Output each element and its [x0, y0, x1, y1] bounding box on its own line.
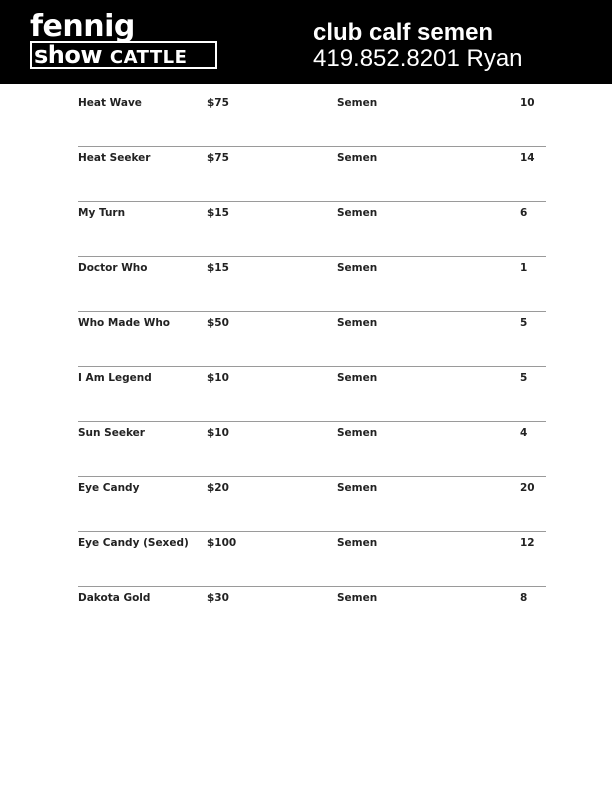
- product-type: Semen: [337, 482, 378, 494]
- bull-name: Heat Wave: [78, 97, 142, 109]
- semen-price-list: [78, 92, 546, 642]
- quantity: 6: [520, 207, 528, 219]
- list-row: [78, 92, 546, 147]
- list-row: [78, 147, 546, 202]
- bull-name: Eye Candy: [78, 482, 140, 494]
- bull-name: Dakota Gold: [78, 592, 151, 604]
- bull-name: My Turn: [78, 207, 126, 219]
- logo-wordmark-top: fennig: [30, 9, 135, 44]
- product-type: Semen: [337, 262, 378, 274]
- quantity: 12: [520, 537, 535, 549]
- bull-name: Doctor Who: [78, 262, 148, 274]
- quantity: 5: [520, 317, 528, 329]
- product-type: Semen: [337, 372, 378, 384]
- product-type: Semen: [337, 207, 378, 219]
- logo-wordmark-cattle: CATTLE: [109, 47, 188, 68]
- list-row: [78, 312, 546, 367]
- price: $100: [207, 537, 237, 549]
- product-type: Semen: [337, 537, 378, 549]
- list-row: [78, 422, 546, 477]
- price: $10: [207, 427, 229, 439]
- price: $15: [207, 207, 229, 219]
- quantity: 1: [520, 262, 528, 274]
- list-row: [78, 587, 546, 642]
- quantity: 4: [520, 427, 528, 439]
- list-row: [78, 367, 546, 422]
- price: $10: [207, 372, 229, 384]
- page-header: [0, 0, 612, 84]
- price: $75: [207, 152, 229, 164]
- price: $30: [207, 592, 229, 604]
- logo-wordmark-box: [30, 41, 217, 69]
- logo-wordmark-show: show: [34, 41, 110, 69]
- bull-name: Eye Candy (Sexed): [78, 537, 189, 549]
- list-row: [78, 532, 546, 587]
- bull-name: Heat Seeker: [78, 152, 151, 164]
- quantity: 10: [520, 97, 535, 109]
- price: $20: [207, 482, 229, 494]
- price: $15: [207, 262, 229, 274]
- quantity: 14: [520, 152, 535, 164]
- list-row: [78, 257, 546, 312]
- bull-name: Sun Seeker: [78, 427, 145, 439]
- page-title: club calf semen: [313, 19, 494, 46]
- list-row: [78, 202, 546, 257]
- bull-name: Who Made Who: [78, 317, 171, 329]
- quantity: 5: [520, 372, 528, 384]
- product-type: Semen: [337, 592, 378, 604]
- contact-line: 419.852.8201 Ryan: [313, 45, 523, 72]
- quantity: 20: [520, 482, 535, 494]
- quantity: 8: [520, 592, 528, 604]
- list-row: [78, 477, 546, 532]
- bull-name: I Am Legend: [78, 372, 152, 384]
- product-type: Semen: [337, 317, 378, 329]
- fennig-show-cattle-logo: [30, 9, 218, 70]
- product-type: Semen: [337, 427, 378, 439]
- price: $75: [207, 97, 229, 109]
- product-type: Semen: [337, 97, 378, 109]
- product-type: Semen: [337, 152, 378, 164]
- price: $50: [207, 317, 229, 329]
